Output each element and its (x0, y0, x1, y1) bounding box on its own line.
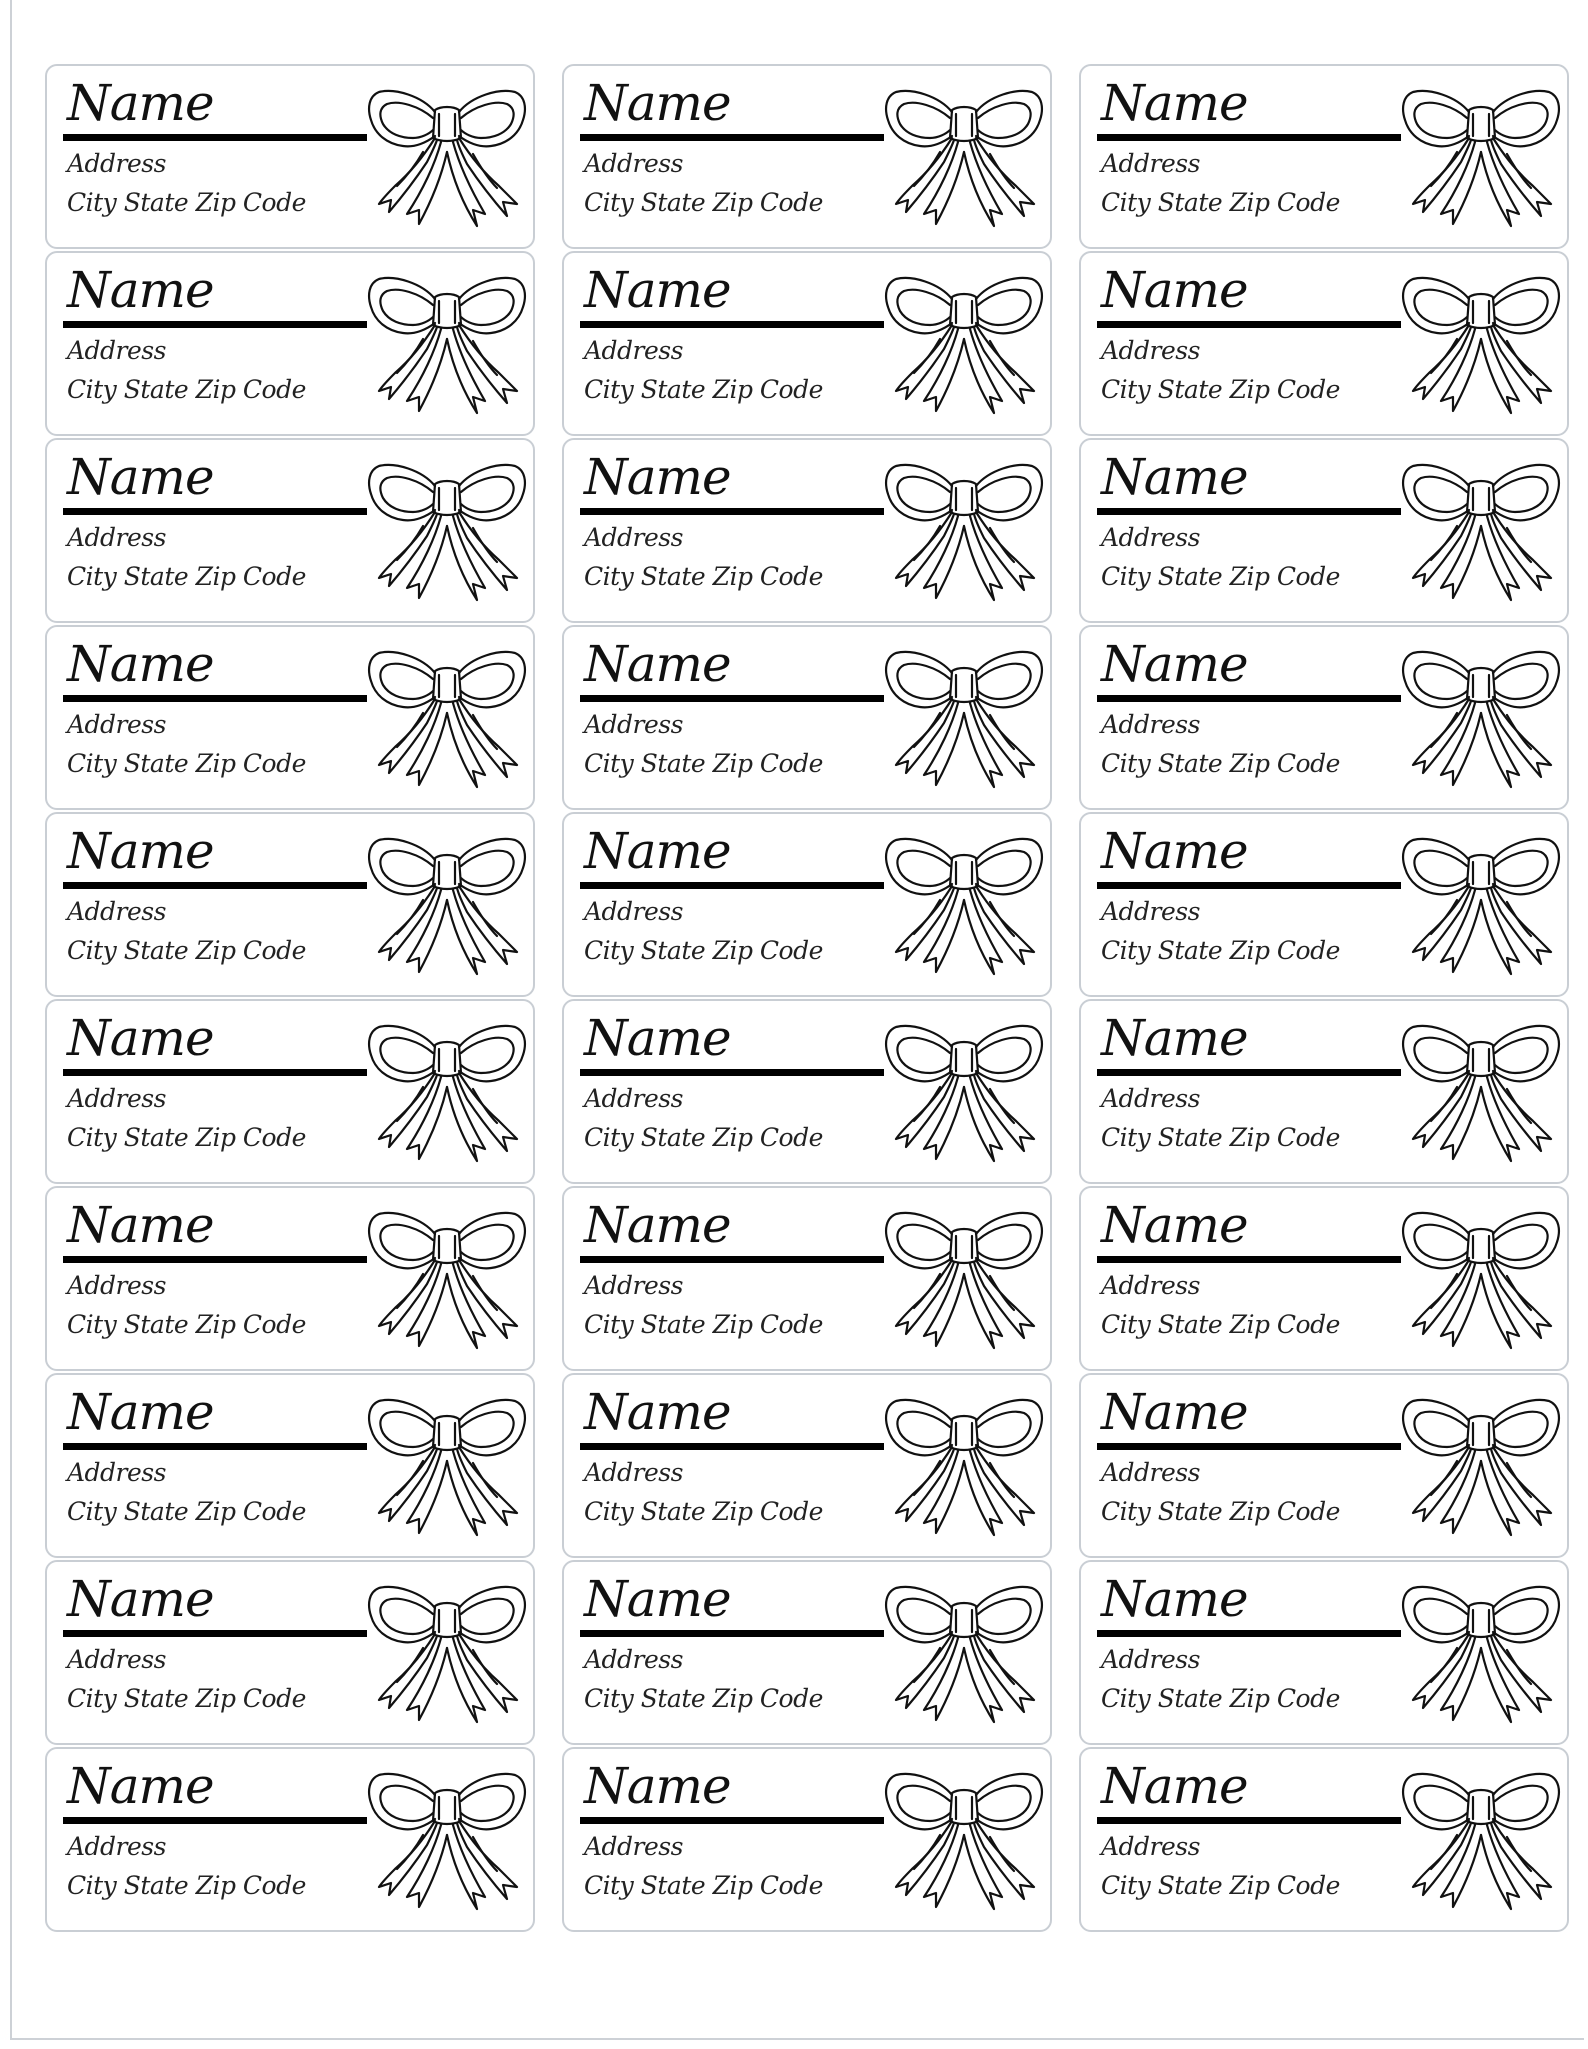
label-name[interactable]: Name (67, 1383, 214, 1441)
name-underline (580, 695, 884, 702)
bow-icon (884, 1391, 1044, 1541)
address-label[interactable] (45, 251, 535, 436)
name-underline (63, 1443, 367, 1450)
name-underline (1097, 134, 1401, 141)
label-sheet (45, 64, 1573, 1932)
name-underline (1097, 321, 1401, 328)
name-underline (580, 1630, 884, 1637)
address-label[interactable] (1079, 1373, 1569, 1558)
name-underline (1097, 1443, 1401, 1450)
label-city-state-zip[interactable]: City State Zip Code (1101, 375, 1340, 404)
name-underline (63, 882, 367, 889)
name-underline (63, 134, 367, 141)
label-address[interactable]: Address (1101, 523, 1200, 552)
bow-icon (884, 643, 1044, 793)
address-label[interactable] (1079, 438, 1569, 623)
name-underline (1097, 508, 1401, 515)
bow-icon (884, 456, 1044, 606)
bow-icon (1401, 643, 1561, 793)
name-underline (1097, 882, 1401, 889)
label-name[interactable]: Name (584, 635, 731, 693)
name-underline (1097, 695, 1401, 702)
label-address[interactable]: Address (584, 1645, 683, 1674)
label-name[interactable]: Name (67, 1757, 214, 1815)
label-name[interactable]: Name (67, 1196, 214, 1254)
address-label[interactable] (562, 1560, 1052, 1745)
name-underline (63, 1630, 367, 1637)
label-city-state-zip[interactable]: City State Zip Code (584, 1310, 823, 1339)
label-address[interactable]: Address (67, 897, 166, 926)
label-name[interactable]: Name (1101, 1009, 1248, 1067)
label-city-state-zip[interactable]: City State Zip Code (584, 562, 823, 591)
address-label[interactable] (562, 999, 1052, 1184)
name-underline (580, 1256, 884, 1263)
address-label[interactable] (562, 625, 1052, 810)
bow-icon (884, 1765, 1044, 1915)
bow-icon (1401, 1765, 1561, 1915)
address-label[interactable] (1079, 999, 1569, 1184)
label-city-state-zip[interactable]: City State Zip Code (1101, 562, 1340, 591)
label-city-state-zip[interactable]: City State Zip Code (584, 1497, 823, 1526)
label-name[interactable]: Name (584, 74, 731, 132)
label-name[interactable]: Name (1101, 448, 1248, 506)
bow-icon (367, 1204, 527, 1354)
address-label[interactable] (45, 1747, 535, 1932)
address-label[interactable] (1079, 1186, 1569, 1371)
label-name[interactable]: Name (67, 822, 214, 880)
bow-icon (367, 456, 527, 606)
label-address[interactable]: Address (67, 1458, 166, 1487)
bow-icon (1401, 82, 1561, 232)
name-underline (63, 1256, 367, 1263)
label-address[interactable]: Address (67, 1271, 166, 1300)
label-address[interactable]: Address (1101, 1458, 1200, 1487)
label-city-state-zip[interactable]: City State Zip Code (1101, 1497, 1340, 1526)
bow-icon (1401, 830, 1561, 980)
label-name[interactable]: Name (67, 635, 214, 693)
name-underline (1097, 1630, 1401, 1637)
label-city-state-zip[interactable]: City State Zip Code (1101, 936, 1340, 965)
address-label[interactable] (1079, 251, 1569, 436)
bow-icon (367, 1017, 527, 1167)
label-city-state-zip[interactable]: City State Zip Code (584, 1684, 823, 1713)
address-label[interactable] (45, 64, 535, 249)
name-underline (580, 1443, 884, 1450)
label-name[interactable]: Name (584, 822, 731, 880)
label-name[interactable]: Name (1101, 261, 1248, 319)
label-name[interactable]: Name (584, 448, 731, 506)
bow-icon (1401, 456, 1561, 606)
bow-icon (367, 1765, 527, 1915)
label-address[interactable]: Address (67, 336, 166, 365)
label-address[interactable]: Address (1101, 1645, 1200, 1674)
label-name[interactable]: Name (584, 1757, 731, 1815)
label-address[interactable]: Address (584, 1084, 683, 1113)
address-label[interactable] (562, 1373, 1052, 1558)
label-name[interactable]: Name (1101, 1570, 1248, 1628)
label-city-state-zip[interactable]: City State Zip Code (67, 1871, 306, 1900)
bow-icon (367, 830, 527, 980)
label-address[interactable]: Address (584, 1271, 683, 1300)
label-name[interactable]: Name (67, 74, 214, 132)
name-underline (63, 1817, 367, 1824)
label-address[interactable]: Address (584, 149, 683, 178)
label-address[interactable]: Address (1101, 336, 1200, 365)
address-label[interactable] (45, 1560, 535, 1745)
bow-icon (1401, 1391, 1561, 1541)
label-city-state-zip[interactable]: City State Zip Code (584, 936, 823, 965)
bow-icon (884, 1204, 1044, 1354)
label-address[interactable]: Address (584, 710, 683, 739)
name-underline (63, 1069, 367, 1076)
label-address[interactable]: Address (67, 149, 166, 178)
bow-icon (884, 1578, 1044, 1728)
label-name[interactable]: Name (67, 1570, 214, 1628)
label-city-state-zip[interactable]: City State Zip Code (1101, 749, 1340, 778)
label-address[interactable]: Address (67, 1084, 166, 1113)
name-underline (580, 508, 884, 515)
name-underline (63, 508, 367, 515)
label-name[interactable]: Name (1101, 1196, 1248, 1254)
label-address[interactable]: Address (67, 1645, 166, 1674)
address-label[interactable] (562, 1747, 1052, 1932)
label-name[interactable]: Name (1101, 635, 1248, 693)
address-label[interactable] (562, 64, 1052, 249)
name-underline (1097, 1069, 1401, 1076)
label-city-state-zip[interactable]: City State Zip Code (584, 188, 823, 217)
label-city-state-zip[interactable]: City State Zip Code (1101, 188, 1340, 217)
label-city-state-zip[interactable]: City State Zip Code (67, 1123, 306, 1152)
address-label[interactable] (45, 1186, 535, 1371)
address-label[interactable] (45, 999, 535, 1184)
name-underline (580, 321, 884, 328)
name-underline (63, 695, 367, 702)
address-label[interactable] (1079, 625, 1569, 810)
label-name[interactable]: Name (67, 448, 214, 506)
address-label[interactable] (45, 812, 535, 997)
bow-icon (367, 1391, 527, 1541)
label-city-state-zip[interactable]: City State Zip Code (584, 1123, 823, 1152)
label-city-state-zip[interactable]: City State Zip Code (1101, 1123, 1340, 1152)
label-city-state-zip[interactable]: City State Zip Code (67, 1684, 306, 1713)
label-address[interactable]: Address (1101, 710, 1200, 739)
label-name[interactable]: Name (67, 1009, 214, 1067)
label-city-state-zip[interactable]: City State Zip Code (67, 562, 306, 591)
label-address[interactable]: Address (1101, 897, 1200, 926)
label-name[interactable]: Name (1101, 822, 1248, 880)
label-address[interactable]: Address (67, 523, 166, 552)
bow-icon (884, 82, 1044, 232)
label-name[interactable]: Name (1101, 1757, 1248, 1815)
label-name[interactable]: Name (584, 1196, 731, 1254)
bow-icon (367, 82, 527, 232)
label-city-state-zip[interactable]: City State Zip Code (67, 936, 306, 965)
name-underline (1097, 1817, 1401, 1824)
address-label[interactable] (562, 438, 1052, 623)
label-address[interactable]: Address (1101, 1271, 1200, 1300)
bow-icon (367, 1578, 527, 1728)
bow-icon (884, 1017, 1044, 1167)
name-underline (63, 321, 367, 328)
bow-icon (1401, 1204, 1561, 1354)
address-label[interactable] (1079, 1747, 1569, 1932)
label-address[interactable]: Address (584, 897, 683, 926)
name-underline (580, 1817, 884, 1824)
address-label[interactable] (1079, 812, 1569, 997)
label-city-state-zip[interactable]: City State Zip Code (584, 1871, 823, 1900)
label-city-state-zip[interactable]: City State Zip Code (67, 375, 306, 404)
label-name[interactable]: Name (584, 1009, 731, 1067)
label-address[interactable]: Address (67, 1832, 166, 1861)
label-city-state-zip[interactable]: City State Zip Code (67, 749, 306, 778)
name-underline (1097, 1256, 1401, 1263)
bow-icon (367, 269, 527, 419)
bow-icon (884, 830, 1044, 980)
label-address[interactable]: Address (67, 710, 166, 739)
address-label[interactable] (45, 625, 535, 810)
label-name[interactable]: Name (1101, 74, 1248, 132)
label-city-state-zip[interactable]: City State Zip Code (67, 1497, 306, 1526)
address-label[interactable] (1079, 1560, 1569, 1745)
name-underline (580, 1069, 884, 1076)
label-address[interactable]: Address (584, 1458, 683, 1487)
label-name[interactable]: Name (584, 261, 731, 319)
label-name[interactable]: Name (584, 1383, 731, 1441)
label-address[interactable]: Address (584, 1832, 683, 1861)
label-address[interactable]: Address (584, 523, 683, 552)
label-address[interactable]: Address (1101, 149, 1200, 178)
label-name[interactable]: Name (1101, 1383, 1248, 1441)
bow-icon (884, 269, 1044, 419)
address-label[interactable] (45, 1373, 535, 1558)
name-underline (580, 882, 884, 889)
name-underline (580, 134, 884, 141)
label-city-state-zip[interactable]: City State Zip Code (1101, 1684, 1340, 1713)
address-label[interactable] (562, 1186, 1052, 1371)
label-address[interactable]: Address (1101, 1832, 1200, 1861)
address-label[interactable] (562, 251, 1052, 436)
address-label[interactable] (45, 438, 535, 623)
bow-icon (1401, 1017, 1561, 1167)
bow-icon (367, 643, 527, 793)
label-city-state-zip[interactable]: City State Zip Code (584, 749, 823, 778)
address-label[interactable] (562, 812, 1052, 997)
label-city-state-zip[interactable]: City State Zip Code (584, 375, 823, 404)
label-city-state-zip[interactable]: City State Zip Code (1101, 1871, 1340, 1900)
label-city-state-zip[interactable]: City State Zip Code (67, 188, 306, 217)
label-name[interactable]: Name (584, 1570, 731, 1628)
label-city-state-zip[interactable]: City State Zip Code (1101, 1310, 1340, 1339)
bow-icon (1401, 269, 1561, 419)
address-label[interactable] (1079, 64, 1569, 249)
label-address[interactable]: Address (584, 336, 683, 365)
label-city-state-zip[interactable]: City State Zip Code (67, 1310, 306, 1339)
label-address[interactable]: Address (1101, 1084, 1200, 1113)
bow-icon (1401, 1578, 1561, 1728)
label-name[interactable]: Name (67, 261, 214, 319)
